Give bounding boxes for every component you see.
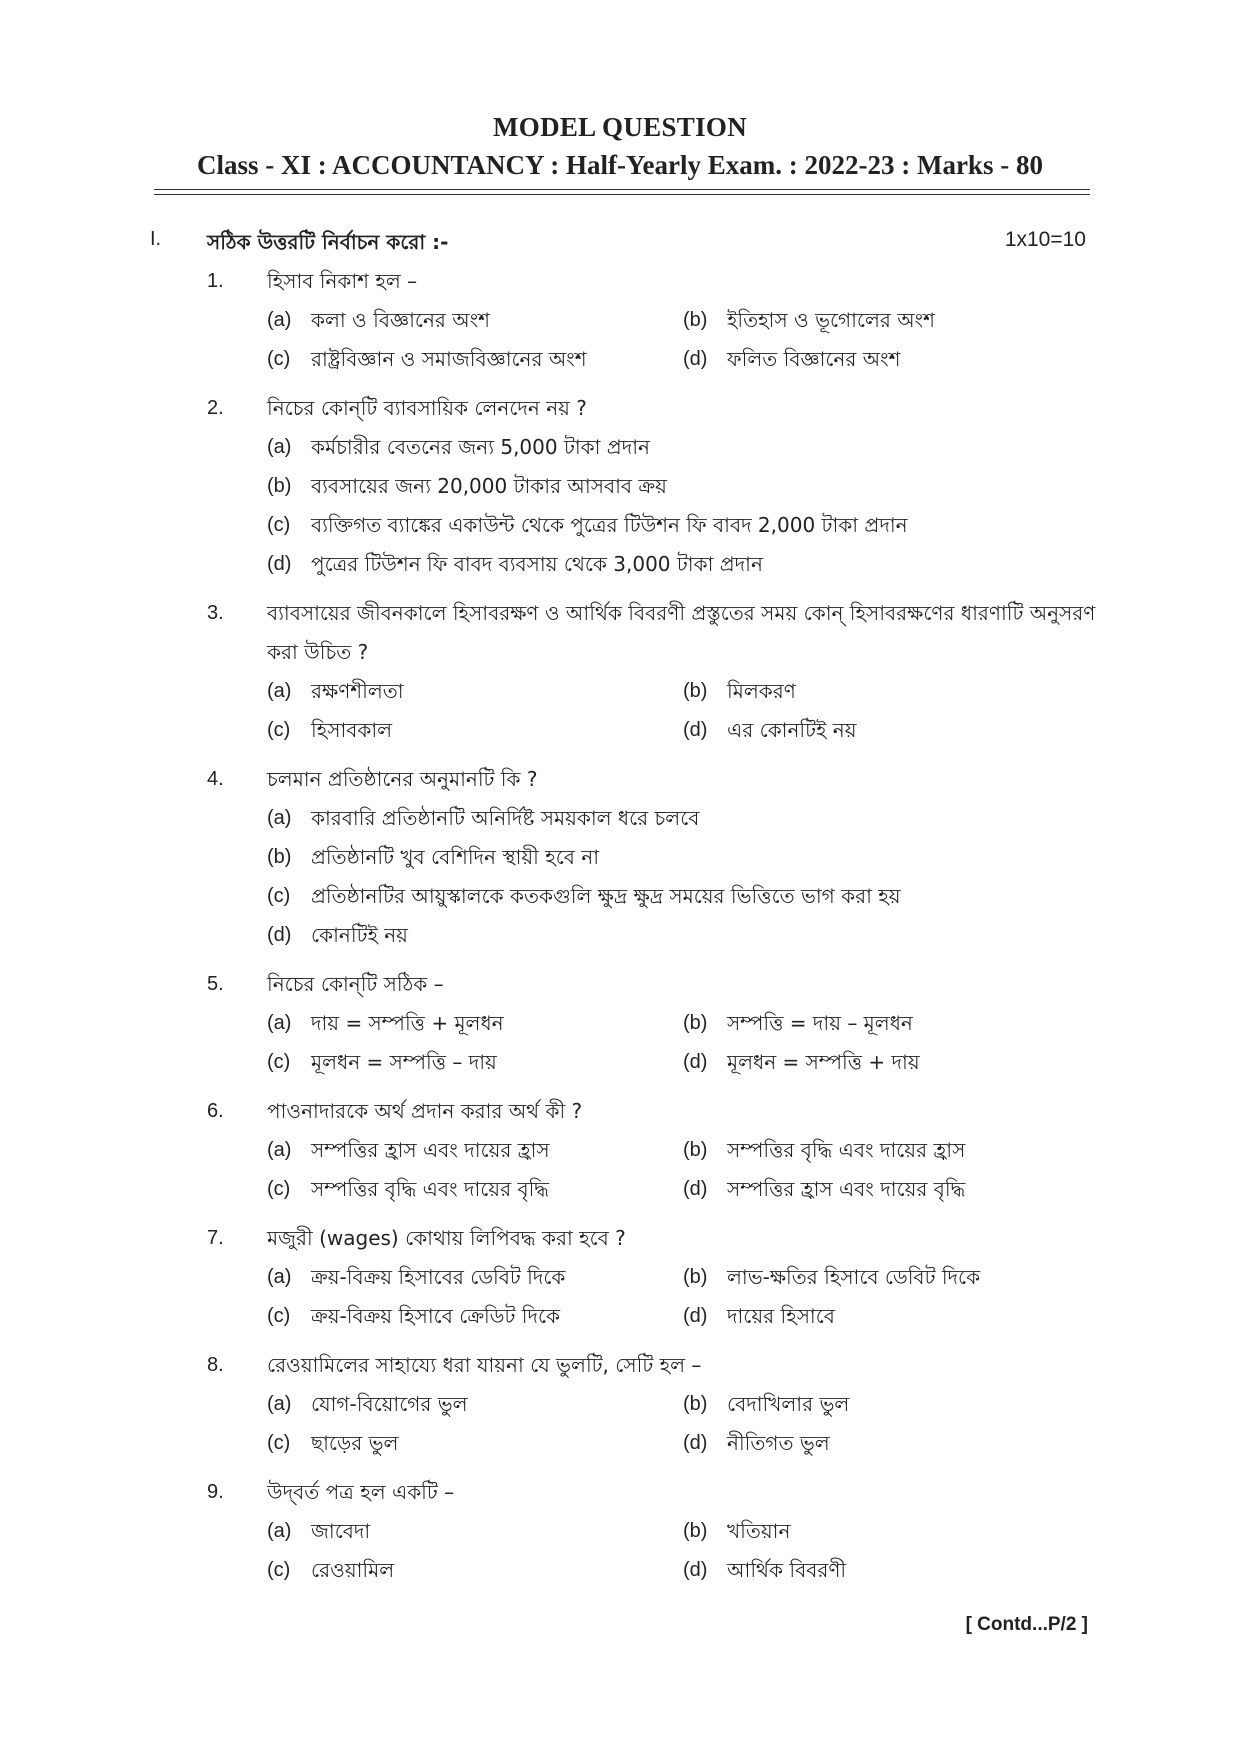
- option-text: রেওয়ামিল: [311, 1558, 395, 1582]
- option-label: (a): [267, 1139, 292, 1161]
- option-text: যোগ-বিয়োগের ভুল: [311, 1392, 468, 1416]
- question-text: নিচের কোন্‌টি ব্যাবসায়িক লেনদেন নয় ?: [267, 396, 587, 420]
- option-label: (b): [683, 1393, 708, 1415]
- option-text: হিসাবকাল: [311, 718, 393, 742]
- option-list: [267, 1385, 1240, 1463]
- answer-option: [267, 1551, 683, 1590]
- option-label: (a): [267, 309, 292, 331]
- answer-option: [267, 428, 1103, 467]
- page-title: MODEL QUESTION: [492, 112, 747, 142]
- option-label: (c): [267, 1305, 291, 1327]
- question-item: [0, 965, 1240, 1082]
- option-list: [267, 799, 1240, 955]
- option-label: (b): [683, 680, 708, 702]
- option-label: (d): [683, 1305, 708, 1327]
- section-title: সঠিক উত্তরটি নির্বাচন করো :-: [207, 230, 449, 254]
- question-line: [0, 1346, 1240, 1385]
- question-text: হিসাব নিকাশ হল –: [267, 269, 418, 293]
- option-text: মূলধন = সম্পত্তি + দায়: [727, 1050, 920, 1074]
- answer-option: [683, 711, 1103, 750]
- question-line: [0, 965, 1240, 1004]
- question-number: 3.: [207, 602, 224, 624]
- answer-option: [683, 1551, 1103, 1590]
- question-item: [0, 1219, 1240, 1336]
- option-text: লাভ-ক্ষতির হিসাবে ডেবিট দিকে: [727, 1265, 981, 1289]
- option-list: [267, 1512, 1240, 1590]
- answer-option: [683, 1297, 1103, 1336]
- continued-note: [ Contd...P/2 ]: [965, 1614, 1088, 1635]
- option-text: এর কোনটিই নয়: [727, 718, 857, 742]
- question-item: [0, 1473, 1240, 1590]
- option-list: [267, 1131, 1240, 1209]
- option-label: (b): [683, 1012, 708, 1034]
- answer-option: [683, 301, 1103, 340]
- question-line: [0, 760, 1240, 799]
- option-text: খতিয়ান: [727, 1519, 791, 1543]
- answer-option: [683, 672, 1103, 711]
- answer-option: [267, 301, 683, 340]
- question-text: রেওয়ামিলের সাহায্যে ধরা যায়না যে ভুলটি, সেটি হল –: [267, 1353, 702, 1377]
- answer-option: [267, 672, 683, 711]
- answer-option: [267, 1512, 683, 1551]
- option-label: (a): [267, 1012, 292, 1034]
- question-line: [0, 1473, 1240, 1512]
- option-label: (c): [267, 1559, 291, 1581]
- option-label: (d): [683, 1178, 708, 1200]
- answer-option: [683, 1131, 1103, 1170]
- option-label: (d): [683, 719, 708, 741]
- answer-option: [683, 1385, 1103, 1424]
- option-text: ফলিত বিজ্ঞানের অংশ: [727, 347, 901, 371]
- question-list: [0, 262, 1240, 1600]
- question-line: [0, 1219, 1240, 1258]
- option-text: ব্যক্তিগত ব্যাঙ্কের একাউন্ট থেকে পুত্রের টিউশন ফি বাবদ 2,000 টাকা প্রদান: [311, 513, 908, 537]
- question-item: [0, 1092, 1240, 1209]
- option-text: সম্পত্তি = দায় – মূলধন: [727, 1011, 913, 1035]
- option-label: (a): [267, 1520, 292, 1542]
- answer-option: [267, 877, 1103, 916]
- option-label: (b): [683, 1520, 708, 1542]
- answer-option: [267, 1170, 683, 1209]
- option-list: [267, 1004, 1240, 1082]
- option-text: রক্ষণশীলতা: [311, 679, 404, 703]
- answer-option: [267, 838, 1103, 877]
- section-marks: 1x10=10: [1004, 228, 1086, 251]
- question-number: 8.: [207, 1354, 224, 1376]
- option-label: (d): [267, 553, 292, 575]
- option-text: দায়ের হিসাবে: [727, 1304, 835, 1328]
- question-item: [0, 389, 1240, 584]
- exam-subtitle: Class - XI : ACCOUNTANCY : Half-Yearly Exam. : 2022-23 : Marks - 80: [197, 150, 1043, 180]
- question-text: মজুরী (wages) কোথায় লিপিবদ্ধ করা হবে ?: [267, 1226, 626, 1250]
- section-number: I.: [150, 228, 162, 250]
- option-label: (d): [683, 1051, 708, 1073]
- answer-option: [683, 1043, 1103, 1082]
- option-label: (c): [267, 1432, 291, 1454]
- option-list: [267, 672, 1240, 750]
- answer-option: [267, 799, 1103, 838]
- answer-option: [683, 1004, 1103, 1043]
- option-text: ইতিহাস ও ভূগোলের অংশ: [727, 308, 935, 332]
- option-list: [267, 301, 1240, 379]
- option-text: পুত্রের টিউশন ফি বাবদ ব্যবসায় থেকে 3,000 টাকা প্রদান: [311, 552, 763, 576]
- answer-option: [267, 1004, 683, 1043]
- option-text: ব্যবসায়ের জন্য 20,000 টাকার আসবাব ক্রয়: [311, 474, 667, 498]
- option-text: কলা ও বিজ্ঞানের অংশ: [311, 308, 491, 332]
- question-text: ব্যাবসায়ের জীবনকালে হিসাবরক্ষণ ও আর্থিক বিবরণী প্রস্তুতের সময় কোন্‌ হিসাবরক্ষণের ধারণাটি অনুসরণ করা উচিত ?: [267, 601, 1096, 664]
- option-label: (a): [267, 807, 292, 829]
- option-label: (d): [267, 924, 292, 946]
- option-label: (a): [267, 680, 292, 702]
- option-label: (c): [267, 1051, 291, 1073]
- option-text: আর্থিক বিবরণী: [727, 1558, 847, 1582]
- question-text: চলমান প্রতিষ্ঠানের অনুমানটি কি ?: [267, 767, 538, 791]
- option-text: নীতিগত ভুল: [727, 1431, 830, 1455]
- question-text: পাওনাদারকে অর্থ প্রদান করার অর্থ কী ?: [267, 1099, 583, 1123]
- answer-option: [267, 916, 1103, 955]
- question-number: 1.: [207, 270, 224, 292]
- answer-option: [683, 1258, 1103, 1297]
- answer-option: [267, 1043, 683, 1082]
- option-text: ক্রয়-বিক্রয় হিসাবে ক্রেডিট দিকে: [311, 1304, 560, 1328]
- answer-option: [267, 1385, 683, 1424]
- option-label: (a): [267, 1393, 292, 1415]
- header-rule-bottom: [154, 194, 1090, 195]
- question-line: [0, 262, 1240, 301]
- option-text: রাষ্ট্রবিজ্ঞান ও সমাজবিজ্ঞানের অংশ: [311, 347, 587, 371]
- answer-option: [267, 467, 1103, 506]
- option-label: (b): [267, 846, 292, 868]
- option-label: (b): [683, 309, 708, 331]
- option-list: [267, 428, 1240, 584]
- option-label: (d): [683, 1559, 708, 1581]
- option-text: প্রতিষ্ঠানটির আয়ুস্কালকে কতকগুলি ক্ষুদ্র ক্ষুদ্র সময়ের ভিত্তিতে ভাগ করা হয়: [311, 884, 901, 908]
- option-label: (c): [267, 719, 291, 741]
- option-text: বেদাখিলার ভুল: [727, 1392, 850, 1416]
- option-text: সম্পত্তির বৃদ্ধি এবং দায়ের বৃদ্ধি: [311, 1177, 549, 1201]
- option-text: মূলধন = সম্পত্তি – দায়: [311, 1050, 497, 1074]
- option-list: [267, 1258, 1240, 1336]
- answer-option: [267, 1258, 683, 1297]
- option-text: সম্পত্তির বৃদ্ধি এবং দায়ের হ্রাস: [727, 1138, 966, 1162]
- option-label: (d): [683, 1432, 708, 1454]
- answer-option: [683, 1512, 1103, 1551]
- option-text: ক্রয়-বিক্রয় হিসাবের ডেবিট দিকে: [311, 1265, 566, 1289]
- question-line: [0, 1092, 1240, 1131]
- answer-option: [683, 1424, 1103, 1463]
- question-number: 2.: [207, 397, 224, 419]
- question-line: [0, 594, 1240, 672]
- option-label: (c): [267, 885, 291, 907]
- question-number: 6.: [207, 1100, 224, 1122]
- question-text: নিচের কোন্‌টি সঠিক –: [267, 972, 444, 996]
- header-rule-top: [154, 189, 1090, 190]
- option-label: (a): [267, 1266, 292, 1288]
- answer-option: [267, 340, 683, 379]
- answer-option: [267, 506, 1103, 545]
- answer-option: [267, 1131, 683, 1170]
- answer-option: [267, 711, 683, 750]
- option-label: (b): [267, 475, 292, 497]
- option-label: (a): [267, 436, 292, 458]
- question-text: উদ্‌বর্ত পত্র হল একটি –: [267, 1480, 455, 1504]
- option-text: কারবারি প্রতিষ্ঠানটি অনির্দিষ্ট সময়কাল ধরে চলবে: [311, 806, 700, 830]
- option-text: দায় = সম্পত্তি + মূলধন: [311, 1011, 504, 1035]
- option-text: ছাড়ের ভুল: [311, 1431, 399, 1455]
- question-number: 9.: [207, 1481, 224, 1503]
- answer-option: [683, 1170, 1103, 1209]
- question-line: [0, 389, 1240, 428]
- question-item: [0, 1346, 1240, 1463]
- option-label: (c): [267, 348, 291, 370]
- option-label: (b): [683, 1266, 708, 1288]
- option-label: (c): [267, 514, 291, 536]
- option-text: কর্মচারীর বেতনের জন্য 5,000 টাকা প্রদান: [311, 435, 650, 459]
- option-text: সম্পত্তির হ্রাস এবং দায়ের বৃদ্ধি: [727, 1177, 966, 1201]
- option-text: মিলকরণ: [727, 679, 796, 703]
- question-number: 7.: [207, 1227, 224, 1249]
- answer-option: [267, 545, 1103, 584]
- question-item: [0, 760, 1240, 955]
- option-text: কোনটিই নয়: [311, 923, 408, 947]
- answer-option: [267, 1297, 683, 1336]
- answer-option: [683, 340, 1103, 379]
- option-label: (d): [683, 348, 708, 370]
- question-number: 4.: [207, 768, 224, 790]
- question-item: [0, 262, 1240, 379]
- question-item: [0, 594, 1240, 750]
- option-text: প্রতিষ্ঠানটি খুব বেশিদিন স্থায়ী হবে না: [311, 845, 600, 869]
- answer-option: [267, 1424, 683, 1463]
- option-text: সম্পত্তির হ্রাস এবং দায়ের হ্রাস: [311, 1138, 550, 1162]
- option-label: (b): [683, 1139, 708, 1161]
- option-label: (c): [267, 1178, 291, 1200]
- question-number: 5.: [207, 973, 224, 995]
- option-text: জাবেদা: [311, 1519, 371, 1543]
